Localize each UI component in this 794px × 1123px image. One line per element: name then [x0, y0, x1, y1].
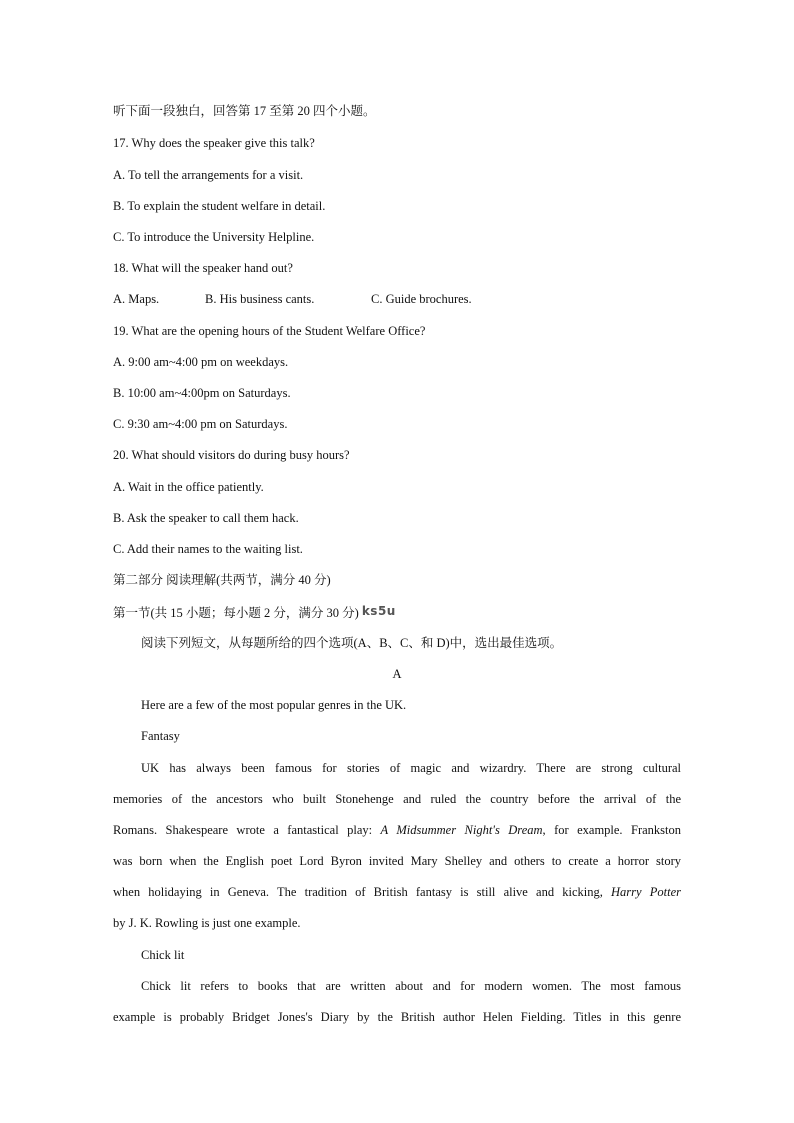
reading-instruction: 阅读下列短文，从每题所给的四个选项(A、B、C、和 D)中，选出最佳选项。: [141, 636, 563, 650]
question-20-stem: 20. What should visitors do during busy hours?: [113, 448, 350, 462]
section-title-text: 第一节(共 15 小题；每小题 2 分，满分 30 分): [113, 606, 359, 620]
paragraph-chick-lit-line-2: example is probably Bridget Jones's Diary by the British author Helen Fielding. Titles in this genre: [113, 1010, 681, 1024]
passage-label: A: [392, 667, 402, 681]
question-18-option-b: B. His business cants.: [205, 292, 315, 306]
paragraph-fantasy-line-1: UK has always been famous for stories of magic and wizardry. There are strong cultural: [141, 761, 681, 775]
question-18-option-a: A. Maps.: [113, 292, 160, 306]
question-19-option-a: A. 9:00 am~4:00 pm on weekdays.: [113, 355, 289, 369]
question-20-option-a: A. Wait in the office patiently.: [113, 480, 264, 494]
question-17-option-c: C. To introduce the University Helpline.: [113, 230, 315, 244]
paragraph-fantasy-line-5: [113, 884, 681, 900]
listening-instruction: 听下面一段独白，回答第 17 至第 20 四个小题。: [113, 104, 376, 118]
book-title: Harry Potter: [611, 885, 681, 899]
paragraph-fantasy-line-6: by J. K. Rowling is just one example.: [113, 916, 301, 930]
question-19-stem: 19. What are the opening hours of the Student Welfare Office?: [113, 324, 426, 338]
paragraph-fantasy-line-3: [113, 822, 681, 838]
genre-title-fantasy: Fantasy: [141, 729, 180, 743]
line-3-text-end: , for example. Frankston: [542, 823, 681, 837]
paragraph-chick-lit-line-1: Chick lit refers to books that are written about and for modern women. The most famous: [141, 979, 681, 993]
paragraph-fantasy-line-2: memories of the ancestors who built Stonehenge and ruled the country before the arrival of the: [113, 792, 681, 806]
line-5-text: when holidaying in Geneva. The tradition of British fantasy is still alive and kicking,: [113, 885, 612, 899]
line-3-text: Romans. Shakespeare wrote a fantastical play:: [113, 823, 381, 837]
question-18-stem: 18. What will the speaker hand out?: [113, 261, 293, 275]
question-18-option-c: C. Guide brochures.: [371, 292, 472, 306]
question-17-option-b: B. To explain the student welfare in detail.: [113, 199, 326, 213]
play-title: A Midsummer Night's Dream: [380, 823, 543, 837]
reading-section-title: [113, 603, 396, 621]
question-18-options: [113, 291, 472, 307]
reading-part-title: 第二部分 阅读理解(共两节，满分 40 分): [113, 573, 331, 587]
question-20-option-c: C. Add their names to the waiting list.: [113, 542, 303, 556]
passage-intro: Here are a few of the most popular genres in the UK.: [141, 698, 407, 712]
question-17-option-a: A. To tell the arrangements for a visit.: [113, 168, 304, 182]
question-17-stem: 17. Why does the speaker give this talk?: [113, 136, 315, 150]
question-20-option-b: B. Ask the speaker to call them hack.: [113, 511, 299, 525]
question-19-option-c: C. 9:30 am~4:00 pm on Saturdays.: [113, 417, 288, 431]
ks5u-logo: ks5u: [361, 604, 396, 618]
question-19-option-b: B. 10:00 am~4:00pm on Saturdays.: [113, 386, 291, 400]
genre-title-chick-lit: Chick lit: [141, 948, 185, 962]
paragraph-fantasy-line-4: was born when the English poet Lord Byron invited Mary Shelley and others to create a horror story: [113, 854, 681, 868]
